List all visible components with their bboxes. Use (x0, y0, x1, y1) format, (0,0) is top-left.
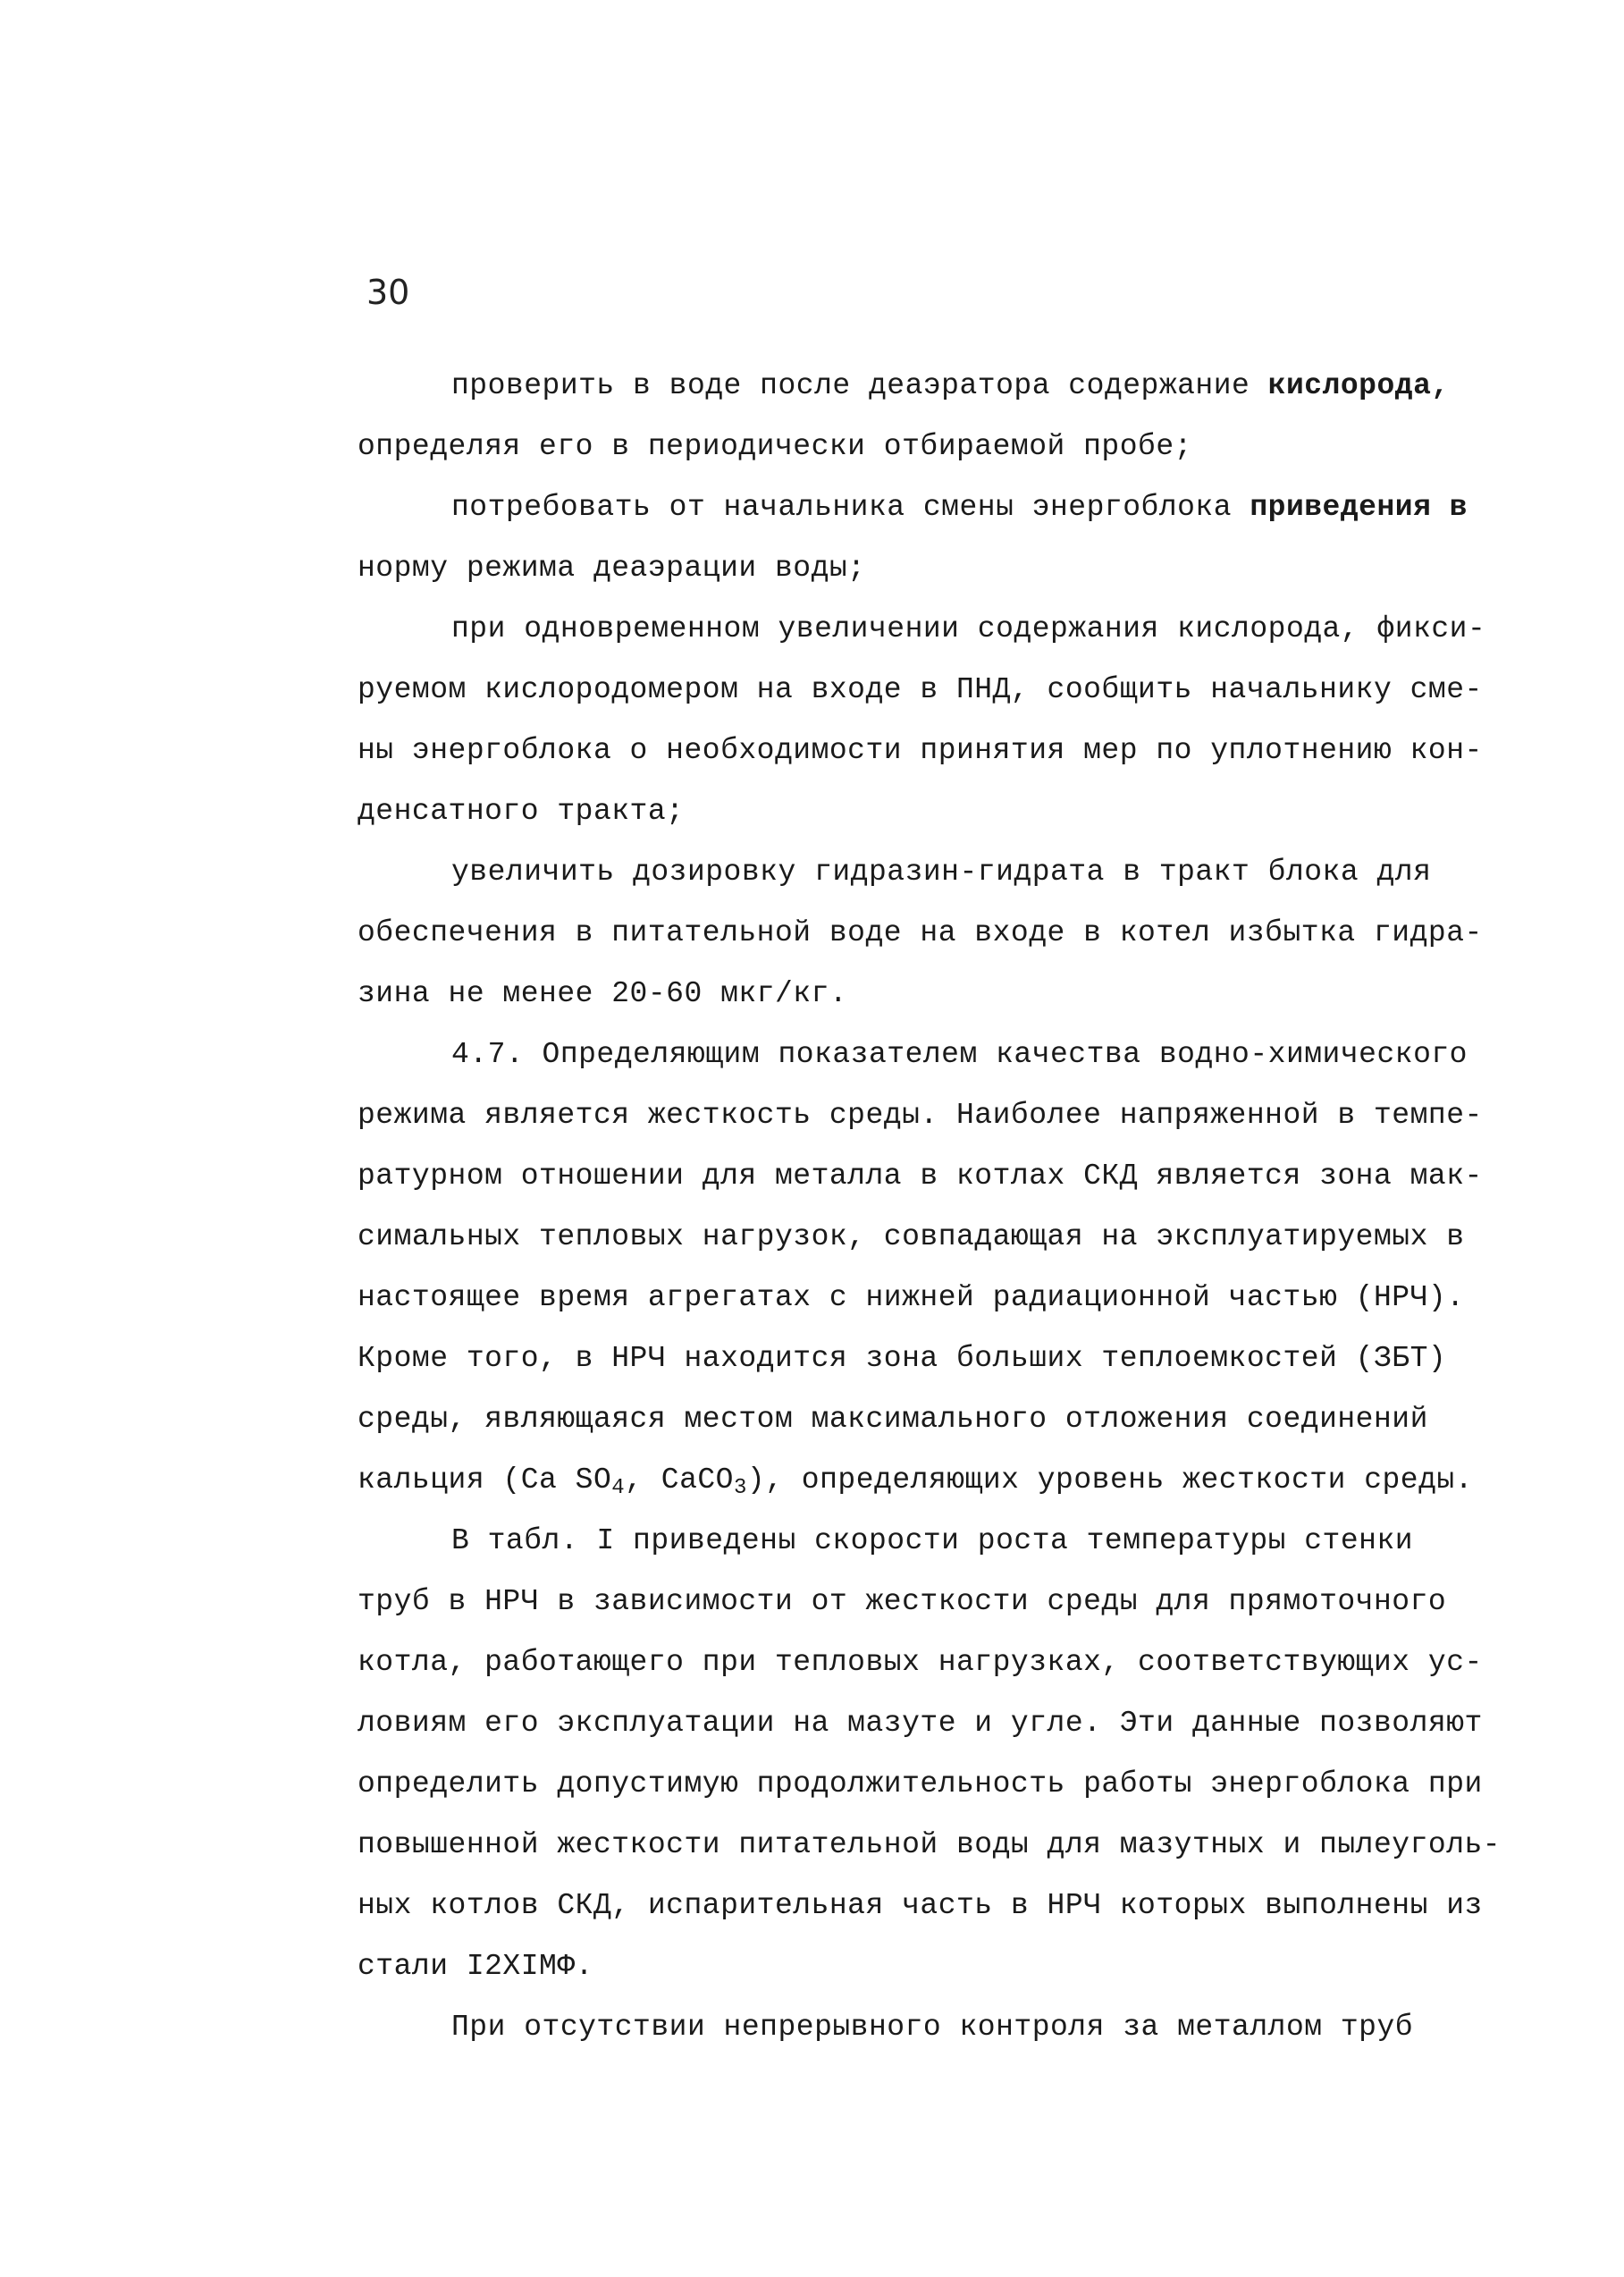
text-line (358, 417, 1519, 477)
text-span: ных котлов СКД, испарительная часть в НРЧ которых выполнены из (358, 1889, 1483, 1922)
text-line (358, 1146, 1519, 1207)
text-span: определить допустимую продолжительность работы энергоблока при (358, 1767, 1483, 1801)
bold-text: кислорода, (1267, 369, 1450, 402)
bold-text: приведения в (1250, 491, 1468, 524)
text-span: ловиям его эксплуатации на мазуте и угле. Эти данные позволяют (358, 1707, 1483, 1740)
text-span: денсатного тракта; (358, 795, 685, 828)
text-span: труб в НРЧ в зависимости от жесткости среды для прямоточного (358, 1585, 1447, 1618)
text-span: повышенной жесткости питательной воды для мазутных и пылеуголь- (358, 1828, 1502, 1861)
text-line (358, 477, 1519, 538)
text-line (358, 1876, 1519, 1936)
text-line (358, 1936, 1519, 1997)
text-span: настоящее время агрегатах с нижней радиационной частью (НРЧ). (358, 1281, 1465, 1314)
text-span: ны энергоблока о необходимости принятия мер по уплотнению кон- (358, 734, 1483, 767)
text-span: потребовать от начальника смены энергоблока (451, 491, 1250, 524)
text-line (358, 842, 1519, 903)
text-line (358, 1328, 1519, 1389)
text-span: режима является жесткость среды. Наиболее напряженной в темпе- (358, 1099, 1483, 1132)
text-span: 4.7. Определяющим показателем качества водно-химического (451, 1038, 1468, 1071)
text-line (358, 1511, 1519, 1572)
text-span: увеличить дозировку гидразин-гидрата в тракт блока для (451, 856, 1432, 889)
text-span: при одновременном увеличении содержания кислорода, фикси- (451, 612, 1486, 645)
text-line (358, 1085, 1519, 1146)
text-line (358, 1268, 1519, 1328)
text-span: В табл. I приведены скорости роста температуры стенки (451, 1524, 1414, 1557)
text-line (358, 903, 1519, 964)
text-line (358, 599, 1519, 660)
text-span: Кроме того, в НРЧ находится зона больших теплоемкостей (ЗБТ) (358, 1342, 1447, 1375)
text-line (358, 1997, 1519, 2058)
text-line (358, 1632, 1519, 1693)
text-span: определяя его в периодически отбираемой пробе; (358, 430, 1192, 463)
page-number: 30 (366, 273, 410, 312)
text-span: При отсутствии непрерывного контроля за металлом труб (451, 2011, 1414, 2044)
text-span: проверить в воде после деаэратора содержание (451, 369, 1268, 402)
text-line (358, 721, 1519, 781)
text-line (358, 1207, 1519, 1268)
text-line (358, 964, 1519, 1025)
text-span: руемом кислородомером на входе в ПНД, сообщить начальнику сме- (358, 673, 1483, 706)
text-span: обеспечения в питательной воде на входе в котел избытка гидра- (358, 916, 1483, 949)
text-span: стали I2XIМФ. (358, 1950, 593, 1983)
text-span: норму режима деаэрации воды; (358, 552, 866, 585)
text-line (358, 1815, 1519, 1876)
text-span: , CaCO (625, 1463, 734, 1497)
text-line (358, 538, 1519, 599)
body-text (358, 356, 1519, 2058)
subscript: 3 (733, 1476, 747, 1500)
text-span: ), определяющих уровень жесткости среды. (746, 1463, 1474, 1497)
text-line (358, 1450, 1519, 1511)
text-line (358, 356, 1519, 417)
text-span: кальция (Ca SO (358, 1463, 612, 1497)
text-line (358, 1389, 1519, 1450)
subscript: 4 (611, 1476, 626, 1500)
text-span: котла, работающего при тепловых нагрузках, соответствующих ус- (358, 1646, 1483, 1679)
text-span: ратурном отношении для металла в котлах СКД является зона мак- (358, 1160, 1483, 1193)
text-line (358, 781, 1519, 842)
text-line (358, 1572, 1519, 1632)
text-line (358, 1754, 1519, 1815)
text-span: среды, являющаяся местом максимального отложения соединений (358, 1403, 1428, 1436)
text-line (358, 1693, 1519, 1754)
text-line (358, 1025, 1519, 1085)
text-line (358, 660, 1519, 721)
text-span: симальных тепловых нагрузок, совпадающая на эксплуатируемых в (358, 1220, 1465, 1253)
text-span: зина не менее 20-60 мкг/кг. (358, 977, 848, 1010)
